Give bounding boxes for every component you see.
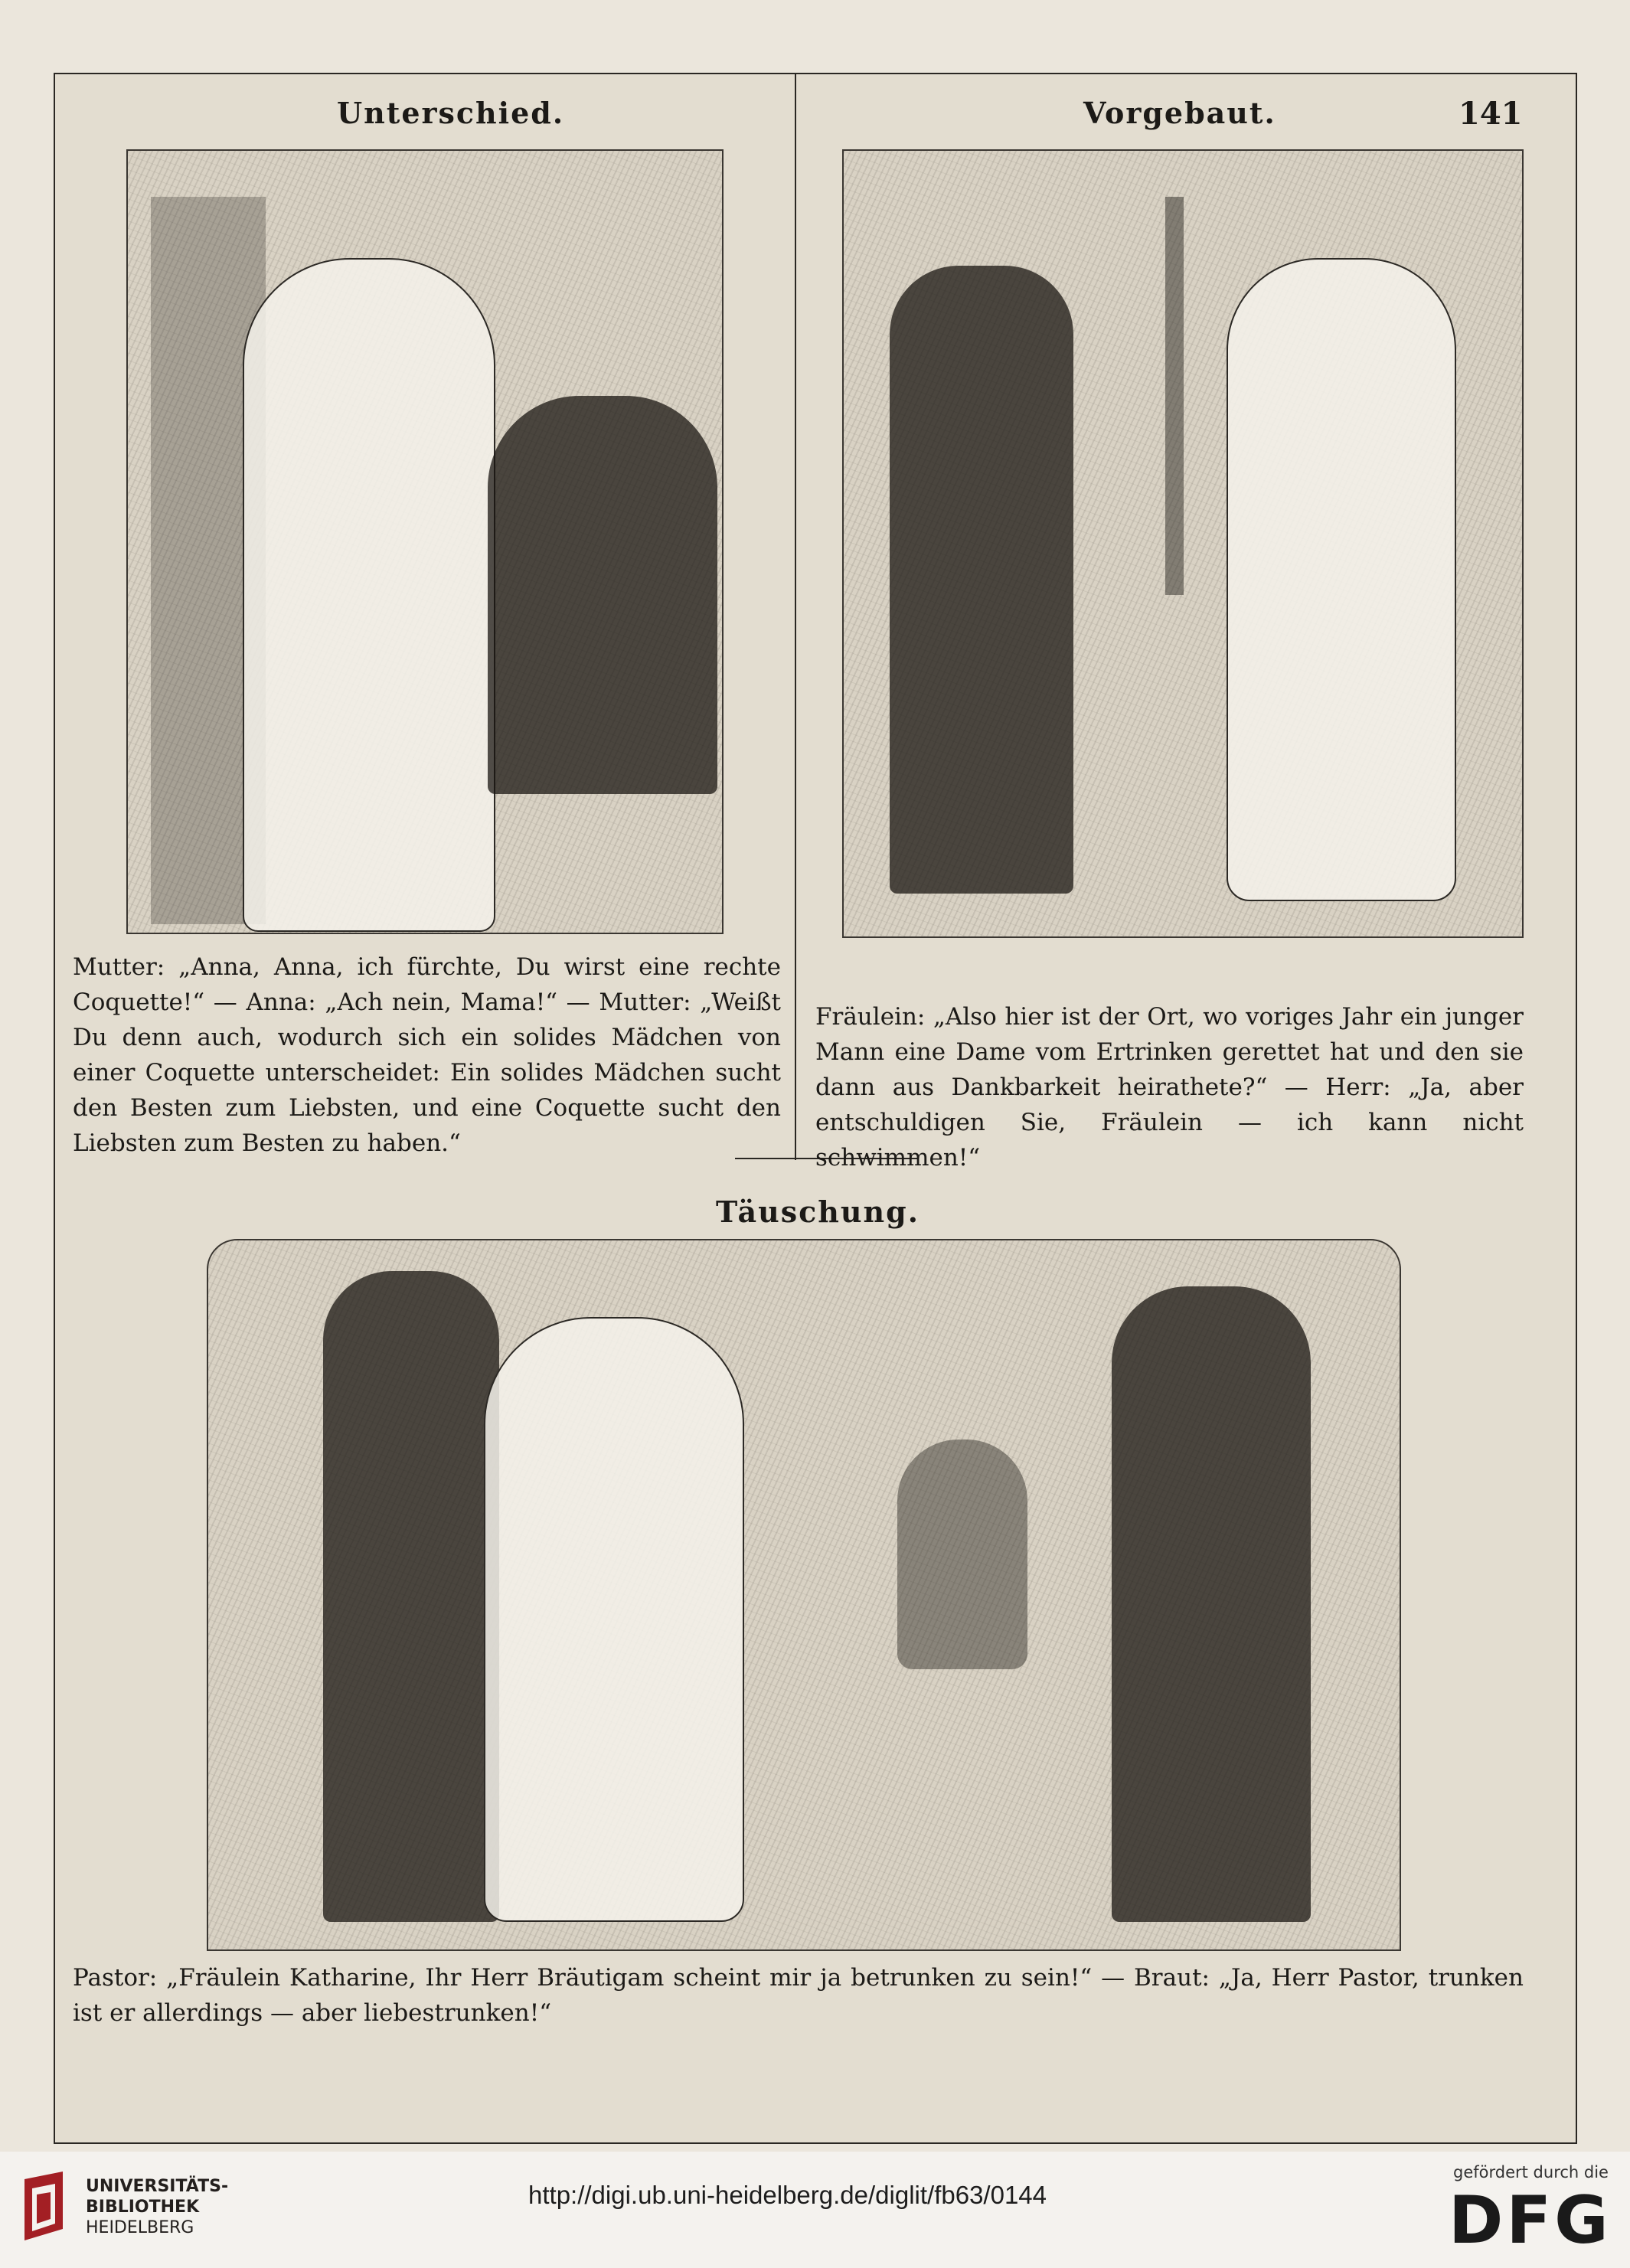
caption-right: Fräulein: „Also hier ist der Ort, wo voriges Jahr ein junger Mann eine Dame vom Ertrinken gerettet hat und den sie dann aus Dankbarkeit heirathete?“ — Herr: „Ja, aber entschuldigen Sie, Fräulein — ich kann nicht schwimmen!“ bbox=[815, 1003, 1524, 1172]
university-logo-icon bbox=[17, 2172, 78, 2248]
institution-line-1: UNIVERSITÄTS- bbox=[86, 2177, 229, 2196]
pastor bbox=[1112, 1286, 1311, 1922]
caption-left: Mutter: „Anna, Anna, ich fürchte, Du wirst eine rechte Coquette!“ — Anna: „Ach nein, Mama!“ — Mutter: „Weißt Du denn auch, wodurch sich ein solides Mädchen von einer Coquette unterscheidet: Ein solides Mädchen sucht den Besten zum Liebsten, und eine Coquette sucht den Liebsten zum Besten zu haben.“ bbox=[73, 953, 781, 1157]
drunk-groom bbox=[323, 1271, 499, 1922]
seated-mother bbox=[488, 396, 717, 794]
dfg-logo: DFG bbox=[1449, 2182, 1612, 2259]
illustration-bottom bbox=[207, 1239, 1401, 1951]
woman-in-gown bbox=[243, 258, 495, 932]
column-divider bbox=[795, 73, 796, 1160]
illustration-right bbox=[842, 149, 1524, 938]
institution-name bbox=[86, 2176, 228, 2238]
caption-bottom: Pastor: „Fräulein Katharine, Ihr Herr Bräutigam scheint mir ja betrunken zu sein!“ — Braut: „Ja, Herr Pastor, trunken ist er allerdings — aber liebestrunken!“ bbox=[73, 1964, 1524, 2027]
title-bottom: Täuschung. bbox=[716, 1194, 920, 1229]
baptismal-font bbox=[897, 1440, 1027, 1669]
title-left: Unterschied. bbox=[337, 96, 565, 130]
institution-line-3: HEIDELBERG bbox=[86, 2218, 194, 2237]
funding-note: gefördert durch die bbox=[1453, 2163, 1609, 2181]
lady-with-umbrella bbox=[1227, 258, 1456, 901]
illustration-left bbox=[126, 149, 724, 934]
gentleman-with-cane bbox=[890, 266, 1073, 894]
footer-bar bbox=[0, 2152, 1630, 2268]
institution-line-2: BIBLIOTHEK bbox=[86, 2198, 200, 2217]
page-number: 141 bbox=[1459, 96, 1523, 132]
bride-in-veil bbox=[484, 1317, 744, 1922]
source-url-link[interactable]: http://digi.ub.uni-heidelberg.de/diglit/fb63/0144 bbox=[528, 2181, 1047, 2209]
title-right: Vorgebaut. bbox=[1083, 96, 1276, 130]
lamp-post bbox=[1165, 197, 1184, 595]
